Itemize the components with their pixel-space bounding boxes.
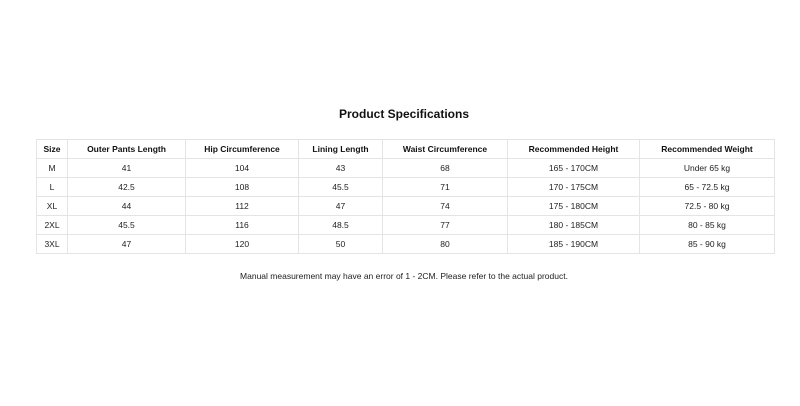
cell-recommended-height: 185 - 190CM	[508, 235, 640, 254]
cell-size: 3XL	[37, 235, 68, 254]
cell-recommended-weight: 80 - 85 kg	[640, 216, 775, 235]
table-row	[37, 178, 775, 197]
cell-waist-circumference: 80	[383, 235, 508, 254]
header-lining-length: Lining Length	[299, 140, 383, 159]
cell-hip-circumference: 116	[186, 216, 299, 235]
cell-outer-pants-length: 47	[68, 235, 186, 254]
size-chart-table	[36, 139, 775, 254]
cell-lining-length: 50	[299, 235, 383, 254]
header-recommended-height: Recommended Height	[508, 140, 640, 159]
cell-recommended-height: 165 - 170CM	[508, 159, 640, 178]
cell-outer-pants-length: 45.5	[68, 216, 186, 235]
cell-outer-pants-length: 44	[68, 197, 186, 216]
cell-lining-length: 48.5	[299, 216, 383, 235]
table-row	[37, 159, 775, 178]
table-row	[37, 216, 775, 235]
header-hip-circumference: Hip Circumference	[186, 140, 299, 159]
cell-size: XL	[37, 197, 68, 216]
header-waist-circumference: Waist Circumference	[383, 140, 508, 159]
cell-recommended-height: 170 - 175CM	[508, 178, 640, 197]
measurement-note: Manual measurement may have an error of 1 - 2CM. Please refer to the actual product.	[240, 271, 568, 281]
cell-waist-circumference: 77	[383, 216, 508, 235]
header-size: Size	[37, 140, 68, 159]
cell-lining-length: 43	[299, 159, 383, 178]
cell-hip-circumference: 104	[186, 159, 299, 178]
cell-recommended-weight: 72.5 - 80 kg	[640, 197, 775, 216]
cell-size: L	[37, 178, 68, 197]
cell-recommended-height: 180 - 185CM	[508, 216, 640, 235]
page-title: Product Specifications	[338, 107, 470, 121]
cell-size: M	[37, 159, 68, 178]
cell-hip-circumference: 120	[186, 235, 299, 254]
table-header-row	[37, 140, 775, 159]
cell-recommended-weight: 65 - 72.5 kg	[640, 178, 775, 197]
cell-recommended-height: 175 - 180CM	[508, 197, 640, 216]
cell-hip-circumference: 112	[186, 197, 299, 216]
cell-recommended-weight: Under 65 kg	[640, 159, 775, 178]
cell-lining-length: 47	[299, 197, 383, 216]
cell-lining-length: 45.5	[299, 178, 383, 197]
cell-hip-circumference: 108	[186, 178, 299, 197]
cell-outer-pants-length: 42.5	[68, 178, 186, 197]
table-row	[37, 197, 775, 216]
cell-waist-circumference: 71	[383, 178, 508, 197]
header-recommended-weight: Recommended Weight	[640, 140, 775, 159]
table-row	[37, 235, 775, 254]
cell-recommended-weight: 85 - 90 kg	[640, 235, 775, 254]
cell-size: 2XL	[37, 216, 68, 235]
cell-outer-pants-length: 41	[68, 159, 186, 178]
cell-waist-circumference: 74	[383, 197, 508, 216]
header-outer-pants-length: Outer Pants Length	[68, 140, 186, 159]
cell-waist-circumference: 68	[383, 159, 508, 178]
